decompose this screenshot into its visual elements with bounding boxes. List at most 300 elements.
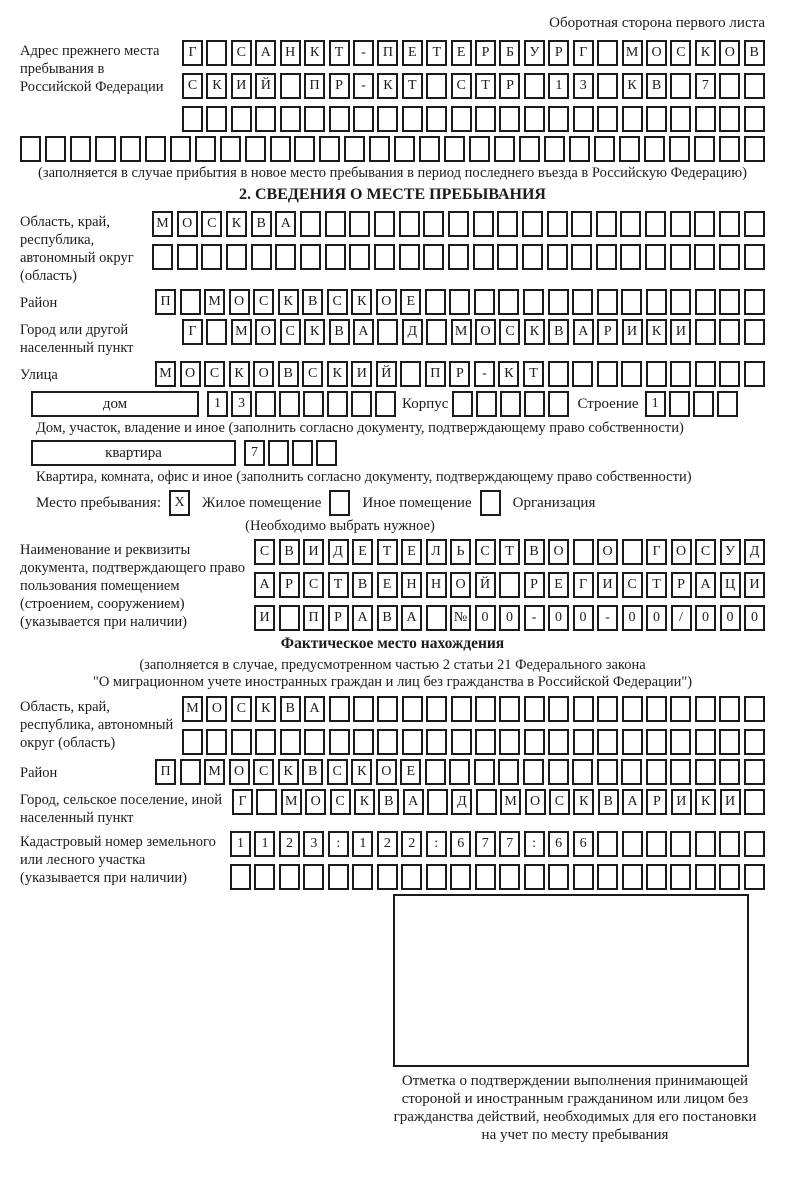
char-box[interactable] [255, 729, 276, 755]
char-box[interactable] [744, 361, 765, 387]
char-box[interactable]: 0 [548, 605, 569, 631]
char-box[interactable] [329, 729, 350, 755]
char-box[interactable]: К [695, 789, 716, 815]
char-box[interactable] [596, 244, 617, 270]
char-box[interactable]: И [254, 605, 275, 631]
char-box[interactable]: О [255, 319, 276, 345]
char-box[interactable]: Н [280, 40, 301, 66]
char-box[interactable] [498, 759, 519, 785]
char-box[interactable]: Е [402, 40, 423, 66]
char-box[interactable]: Е [352, 539, 373, 565]
char-box[interactable]: А [695, 572, 716, 598]
char-box[interactable]: 7 [499, 831, 520, 857]
stay-type-checkbox-residential[interactable]: X [169, 490, 190, 516]
char-box[interactable] [695, 831, 716, 857]
char-box[interactable]: 6 [573, 831, 594, 857]
char-box[interactable]: А [573, 319, 594, 345]
char-box[interactable] [226, 244, 247, 270]
char-box[interactable] [256, 789, 277, 815]
char-box[interactable] [449, 289, 470, 315]
char-box[interactable] [475, 729, 496, 755]
char-box[interactable] [597, 106, 618, 132]
char-box[interactable]: Т [475, 73, 496, 99]
char-box[interactable]: К [573, 789, 594, 815]
char-box[interactable] [444, 136, 465, 162]
char-box[interactable]: О [253, 361, 274, 387]
char-box[interactable] [497, 244, 518, 270]
char-box[interactable] [670, 289, 691, 315]
char-box[interactable]: Г [573, 572, 594, 598]
char-box[interactable]: О [229, 759, 250, 785]
char-box[interactable]: Й [475, 572, 496, 598]
char-box[interactable]: О [450, 572, 471, 598]
char-box[interactable]: Б [499, 40, 520, 66]
char-box[interactable] [719, 759, 740, 785]
char-box[interactable]: М [231, 319, 252, 345]
char-box[interactable] [473, 211, 494, 237]
char-box[interactable] [294, 136, 315, 162]
char-box[interactable]: Р [646, 789, 667, 815]
char-box[interactable]: Г [573, 40, 594, 66]
char-box[interactable] [646, 696, 667, 722]
char-box[interactable] [670, 831, 691, 857]
char-box[interactable]: В [598, 789, 619, 815]
char-box[interactable] [353, 696, 374, 722]
char-box[interactable] [426, 319, 447, 345]
char-box[interactable] [670, 864, 691, 890]
char-box[interactable] [279, 605, 300, 631]
char-box[interactable] [670, 361, 691, 387]
char-box[interactable] [693, 391, 714, 417]
char-box[interactable] [400, 361, 421, 387]
char-box[interactable]: С [254, 539, 275, 565]
char-box[interactable] [524, 73, 545, 99]
char-box[interactable] [620, 244, 641, 270]
char-box[interactable]: А [255, 40, 276, 66]
char-box[interactable] [255, 391, 276, 417]
char-box[interactable] [694, 136, 715, 162]
char-box[interactable]: О [671, 539, 692, 565]
char-box[interactable]: Р [279, 572, 300, 598]
char-box[interactable] [544, 136, 565, 162]
char-box[interactable]: 1 [254, 831, 275, 857]
char-box[interactable]: В [744, 40, 765, 66]
char-box[interactable] [300, 211, 321, 237]
char-box[interactable]: В [378, 789, 399, 815]
char-box[interactable] [548, 361, 569, 387]
char-box[interactable] [451, 729, 472, 755]
char-box[interactable]: Г [232, 789, 253, 815]
char-box[interactable] [304, 729, 325, 755]
char-box[interactable] [523, 289, 544, 315]
char-box[interactable] [399, 211, 420, 237]
char-box[interactable]: 1 [207, 391, 228, 417]
char-box[interactable]: А [352, 605, 373, 631]
char-box[interactable] [182, 106, 203, 132]
char-box[interactable] [377, 696, 398, 722]
char-box[interactable]: И [720, 789, 741, 815]
char-box[interactable] [573, 696, 594, 722]
char-box[interactable]: К [304, 40, 325, 66]
char-box[interactable]: : [426, 831, 447, 857]
char-box[interactable]: Е [401, 539, 422, 565]
char-box[interactable] [182, 729, 203, 755]
char-box[interactable] [622, 696, 643, 722]
char-box[interactable]: Д [402, 319, 423, 345]
char-box[interactable] [474, 289, 495, 315]
char-box[interactable] [719, 289, 740, 315]
char-box[interactable] [571, 244, 592, 270]
char-box[interactable]: Т [499, 539, 520, 565]
char-box[interactable]: С [280, 319, 301, 345]
char-box[interactable] [719, 729, 740, 755]
char-box[interactable]: 0 [695, 605, 716, 631]
char-box[interactable] [524, 391, 545, 417]
char-box[interactable]: Р [671, 572, 692, 598]
char-box[interactable] [597, 696, 618, 722]
char-box[interactable]: Р [329, 73, 350, 99]
char-box[interactable]: М [152, 211, 173, 237]
char-box[interactable] [427, 789, 448, 815]
char-box[interactable] [695, 759, 716, 785]
char-box[interactable] [719, 864, 740, 890]
char-box[interactable] [573, 106, 594, 132]
char-box[interactable]: П [155, 289, 176, 315]
char-box[interactable]: Д [744, 539, 765, 565]
char-box[interactable] [152, 244, 173, 270]
char-box[interactable]: К [278, 289, 299, 315]
char-box[interactable] [349, 244, 370, 270]
char-box[interactable] [622, 831, 643, 857]
char-box[interactable] [319, 136, 340, 162]
char-box[interactable] [622, 864, 643, 890]
char-box[interactable] [499, 572, 520, 598]
char-box[interactable]: Р [449, 361, 470, 387]
char-box[interactable]: М [500, 789, 521, 815]
char-box[interactable]: А [304, 696, 325, 722]
char-box[interactable]: П [377, 40, 398, 66]
char-box[interactable] [573, 539, 594, 565]
char-box[interactable]: - [474, 361, 495, 387]
char-box[interactable]: А [275, 211, 296, 237]
char-box[interactable] [499, 106, 520, 132]
char-box[interactable] [377, 106, 398, 132]
char-box[interactable]: В [278, 361, 299, 387]
char-box[interactable] [597, 759, 618, 785]
char-box[interactable] [230, 864, 251, 890]
char-box[interactable] [180, 759, 201, 785]
char-box[interactable] [719, 136, 740, 162]
char-box[interactable]: В [302, 289, 323, 315]
char-box[interactable] [571, 211, 592, 237]
char-box[interactable]: С [204, 361, 225, 387]
char-box[interactable]: 2 [279, 831, 300, 857]
char-box[interactable]: 0 [720, 605, 741, 631]
char-box[interactable] [572, 759, 593, 785]
char-box[interactable]: 1 [230, 831, 251, 857]
char-box[interactable] [569, 136, 590, 162]
char-box[interactable] [344, 136, 365, 162]
char-box[interactable]: 2 [377, 831, 398, 857]
char-box[interactable] [374, 244, 395, 270]
char-box[interactable] [524, 106, 545, 132]
char-box[interactable] [524, 696, 545, 722]
char-box[interactable]: П [155, 759, 176, 785]
char-box[interactable] [719, 831, 740, 857]
char-box[interactable]: О [376, 289, 397, 315]
char-box[interactable] [646, 864, 667, 890]
char-box[interactable]: : [524, 831, 545, 857]
char-box[interactable]: С [303, 572, 324, 598]
char-box[interactable] [694, 244, 715, 270]
char-box[interactable]: И [303, 539, 324, 565]
char-box[interactable] [399, 244, 420, 270]
char-box[interactable]: К [226, 211, 247, 237]
char-box[interactable]: И [622, 319, 643, 345]
char-box[interactable] [670, 73, 691, 99]
char-box[interactable]: С [327, 759, 348, 785]
char-box[interactable]: 0 [622, 605, 643, 631]
char-box[interactable]: Т [377, 539, 398, 565]
char-box[interactable]: 2 [401, 831, 422, 857]
char-box[interactable] [670, 729, 691, 755]
char-box[interactable]: 6 [548, 831, 569, 857]
char-box[interactable] [622, 729, 643, 755]
char-box[interactable]: К [622, 73, 643, 99]
char-box[interactable] [402, 106, 423, 132]
char-box[interactable]: А [254, 572, 275, 598]
char-box[interactable] [473, 244, 494, 270]
char-box[interactable]: В [524, 539, 545, 565]
char-box[interactable]: С [253, 289, 274, 315]
char-box[interactable]: К [354, 789, 375, 815]
char-box[interactable]: П [304, 73, 325, 99]
char-box[interactable] [231, 729, 252, 755]
char-box[interactable] [597, 361, 618, 387]
char-box[interactable] [475, 696, 496, 722]
char-box[interactable] [497, 211, 518, 237]
char-box[interactable] [402, 729, 423, 755]
char-box[interactable] [448, 211, 469, 237]
char-box[interactable]: Н [426, 572, 447, 598]
char-box[interactable] [201, 244, 222, 270]
char-box[interactable]: - [353, 73, 374, 99]
char-box[interactable]: К [695, 40, 716, 66]
char-box[interactable] [719, 319, 740, 345]
char-box[interactable]: 0 [744, 605, 765, 631]
char-box[interactable] [646, 106, 667, 132]
char-box[interactable] [402, 696, 423, 722]
char-box[interactable]: В [377, 605, 398, 631]
char-box[interactable] [719, 244, 740, 270]
char-box[interactable]: О [525, 789, 546, 815]
char-box[interactable]: А [622, 789, 643, 815]
char-box[interactable]: О [180, 361, 201, 387]
char-box[interactable] [695, 106, 716, 132]
char-box[interactable]: С [330, 789, 351, 815]
char-box[interactable]: В [548, 319, 569, 345]
char-box[interactable]: К [327, 361, 348, 387]
char-box[interactable] [744, 73, 765, 99]
char-box[interactable] [744, 106, 765, 132]
char-box[interactable]: С [231, 40, 252, 66]
char-box[interactable] [451, 696, 472, 722]
char-box[interactable]: С [549, 789, 570, 815]
char-box[interactable] [425, 759, 446, 785]
char-box[interactable] [377, 864, 398, 890]
char-box[interactable] [353, 106, 374, 132]
char-box[interactable] [329, 696, 350, 722]
char-box[interactable]: С [670, 40, 691, 66]
char-box[interactable]: К [278, 759, 299, 785]
char-box[interactable] [303, 391, 324, 417]
char-box[interactable] [548, 864, 569, 890]
char-box[interactable] [394, 136, 415, 162]
char-box[interactable]: С [253, 759, 274, 785]
char-box[interactable]: Т [328, 572, 349, 598]
char-box[interactable]: Е [377, 572, 398, 598]
char-box[interactable] [20, 136, 41, 162]
char-box[interactable] [597, 73, 618, 99]
char-box[interactable]: Е [548, 572, 569, 598]
char-box[interactable] [670, 759, 691, 785]
char-box[interactable]: С [622, 572, 643, 598]
char-box[interactable]: / [671, 605, 692, 631]
char-box[interactable]: О [719, 40, 740, 66]
char-box[interactable] [744, 831, 765, 857]
char-box[interactable] [646, 759, 667, 785]
char-box[interactable] [646, 831, 667, 857]
char-box[interactable]: Г [182, 40, 203, 66]
char-box[interactable]: С [182, 73, 203, 99]
char-box[interactable] [719, 361, 740, 387]
char-box[interactable]: А [353, 319, 374, 345]
char-box[interactable] [548, 696, 569, 722]
char-box[interactable] [280, 73, 301, 99]
char-box[interactable]: 1 [548, 73, 569, 99]
char-box[interactable] [524, 864, 545, 890]
char-box[interactable]: О [177, 211, 198, 237]
char-box[interactable] [275, 244, 296, 270]
char-box[interactable] [670, 244, 691, 270]
char-box[interactable]: 7 [475, 831, 496, 857]
char-box[interactable] [646, 361, 667, 387]
char-box[interactable] [519, 136, 540, 162]
char-box[interactable] [426, 73, 447, 99]
char-box[interactable]: У [720, 539, 741, 565]
char-box[interactable] [620, 211, 641, 237]
char-box[interactable]: Ц [720, 572, 741, 598]
char-box[interactable] [450, 864, 471, 890]
char-box[interactable] [522, 244, 543, 270]
char-box[interactable]: И [231, 73, 252, 99]
char-box[interactable] [255, 106, 276, 132]
char-box[interactable] [744, 759, 765, 785]
char-box[interactable] [594, 136, 615, 162]
char-box[interactable] [548, 759, 569, 785]
char-box[interactable] [280, 729, 301, 755]
char-box[interactable]: П [425, 361, 446, 387]
char-box[interactable]: И [671, 789, 692, 815]
char-box[interactable] [300, 244, 321, 270]
char-box[interactable]: В [302, 759, 323, 785]
char-box[interactable]: К [524, 319, 545, 345]
char-box[interactable] [476, 391, 497, 417]
char-box[interactable]: Д [451, 789, 472, 815]
char-box[interactable]: Й [376, 361, 397, 387]
char-box[interactable]: № [450, 605, 471, 631]
char-box[interactable] [719, 106, 740, 132]
char-box[interactable] [744, 211, 765, 237]
char-box[interactable] [349, 211, 370, 237]
char-box[interactable]: М [281, 789, 302, 815]
char-box[interactable]: О [646, 40, 667, 66]
char-box[interactable] [524, 729, 545, 755]
char-box[interactable] [695, 361, 716, 387]
char-box[interactable] [597, 289, 618, 315]
char-box[interactable] [695, 696, 716, 722]
char-box[interactable] [180, 289, 201, 315]
char-box[interactable] [469, 136, 490, 162]
char-box[interactable] [426, 729, 447, 755]
char-box[interactable] [279, 864, 300, 890]
char-box[interactable]: 1 [645, 391, 666, 417]
char-box[interactable] [499, 696, 520, 722]
char-box[interactable] [499, 729, 520, 755]
char-box[interactable] [572, 289, 593, 315]
char-box[interactable] [619, 136, 640, 162]
char-box[interactable] [206, 319, 227, 345]
char-box[interactable] [426, 605, 447, 631]
char-box[interactable] [717, 391, 738, 417]
char-box[interactable]: Г [182, 319, 203, 345]
char-box[interactable] [120, 136, 141, 162]
char-box[interactable]: О [229, 289, 250, 315]
char-box[interactable] [548, 391, 569, 417]
char-box[interactable] [744, 319, 765, 345]
char-box[interactable]: О [475, 319, 496, 345]
confirmation-stamp-box[interactable] [393, 894, 749, 1067]
char-box[interactable] [375, 391, 396, 417]
char-box[interactable]: К [377, 73, 398, 99]
char-box[interactable] [245, 136, 266, 162]
char-box[interactable]: Л [426, 539, 447, 565]
char-box[interactable]: М [451, 319, 472, 345]
char-box[interactable]: : [328, 831, 349, 857]
char-box[interactable]: Р [548, 40, 569, 66]
char-box[interactable] [621, 361, 642, 387]
char-box[interactable] [476, 789, 497, 815]
char-box[interactable] [426, 106, 447, 132]
char-box[interactable] [499, 864, 520, 890]
char-box[interactable]: С [499, 319, 520, 345]
char-box[interactable]: А [403, 789, 424, 815]
char-box[interactable] [279, 391, 300, 417]
char-box[interactable]: С [327, 289, 348, 315]
char-box[interactable] [426, 864, 447, 890]
char-box[interactable] [622, 539, 643, 565]
char-box[interactable]: И [670, 319, 691, 345]
char-box[interactable] [744, 789, 765, 815]
char-box[interactable] [423, 244, 444, 270]
char-box[interactable] [316, 440, 337, 466]
char-box[interactable] [325, 211, 346, 237]
char-box[interactable] [251, 244, 272, 270]
char-box[interactable]: К [498, 361, 519, 387]
char-box[interactable]: С [475, 539, 496, 565]
char-box[interactable] [548, 729, 569, 755]
char-box[interactable]: К [206, 73, 227, 99]
